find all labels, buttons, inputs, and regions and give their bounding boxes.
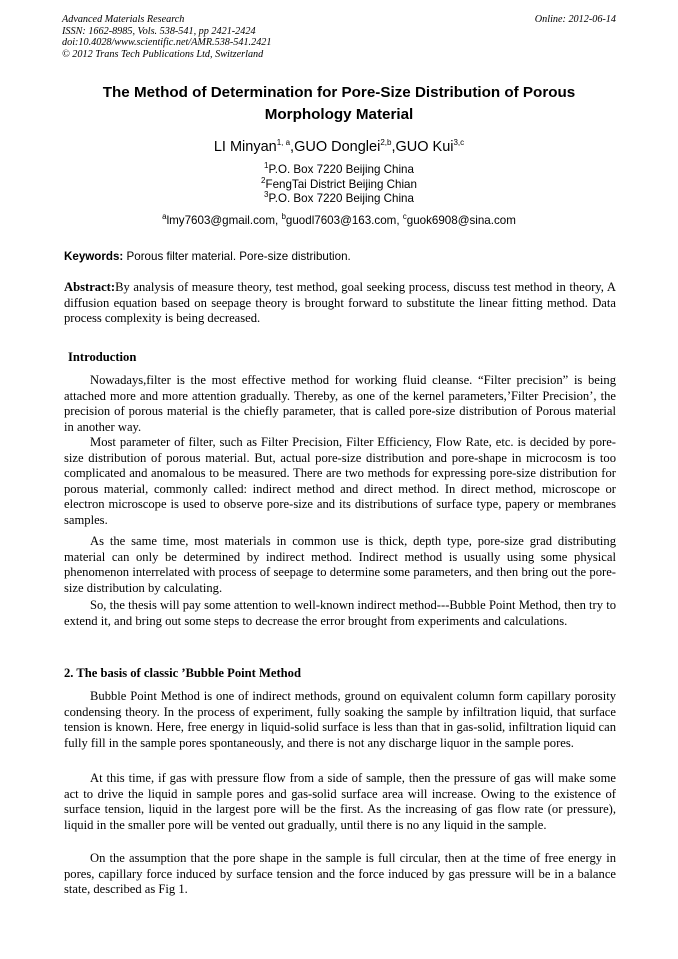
email-superscript: a: [162, 212, 167, 222]
paragraph: Most parameter of filter, such as Filter Precision, Filter Efficiency, Flow Rate, etc. is decided by pore-size distribution of porous material. But, actual pore-size distribution and pore-shape in microcosm is too complicated and anomalous to be measured. There are two methods for expressing pore-size distribution for porous material, commonly called: indirect method and direct method. In direct method, microscope or electron microscope is used to observe pore-size and its distributions of surface type, papery or membranes samples.: [64, 435, 616, 527]
author-name: GUO Donglei: [294, 139, 381, 155]
author-superscript: 1, a: [276, 138, 291, 148]
affiliation: [62, 192, 616, 207]
email-superscript: c: [402, 212, 407, 222]
online-date: Online: 2012-06-14: [534, 14, 616, 25]
email-list: $^a$lmy7603@gmail.com, $^b$guodl7603@163.com, $^c$guok6908@sina.com: [162, 212, 516, 227]
author-list: LI Minyan$^{1, a}$,GUO Donglei$^{2,b}$,GUO Kui$^{3,c}$: [213, 138, 465, 155]
paragraph: As the same time, most materials in common use is thick, depth type, pore-size grad distributing material can only be determined by indirect method. Indirect method is usually using some physical phenomenon interrelated with process of seepage to determine some parameters, and then bring out the pore-size distribution by calculating.: [64, 534, 616, 595]
affiliation-list: [62, 163, 616, 207]
affiliation-superscript: 3: [264, 190, 269, 200]
author-superscript: 2,b: [380, 138, 392, 148]
paragraph: At this time, if gas with pressure flow from a side of sample, then the pressure of gas will make some act to drive the liquid in sample pores and gas-solid surface area will increase. Owing to the existence of surface tension, liquid in the largest pore will be the first. As the increasing of gas flow rate (or pressure), liquid in the smaller pore will be vented out gradually, until there is no any liquid in the sample.: [64, 771, 616, 832]
affiliation-text: P.O. Box 7220 Beijing China: [268, 163, 414, 176]
paper-title: [62, 82, 616, 126]
author-name: LI Minyan: [213, 139, 277, 155]
journal-header: [62, 14, 616, 60]
email-address[interactable]: guodl7603@163.com: [285, 214, 397, 227]
affiliation: [62, 163, 616, 178]
title-line-2: Morphology Material: [264, 106, 414, 123]
email-address[interactable]: lmy7603@gmail.com: [166, 214, 275, 227]
section-heading-bubble-point: 2. The basis of classic ’Bubble Point Method: [64, 666, 301, 680]
affiliation: [62, 175, 616, 193]
keywords-label: Keywords:: [64, 250, 124, 263]
keywords: [64, 249, 616, 265]
copyright-line: © 2012 Trans Tech Publications Ltd, Switzerland: [62, 48, 264, 60]
email-superscript: b: [281, 212, 286, 222]
abstract-text: By analysis of measure theory, test method, goal seeking process, discuss test method in theory, A diffusion equation based on seepage theory is brought forward to substitute the linear fitting method. Data process complexity is being decreased.: [64, 280, 616, 326]
affiliation-text: FengTai District Beijing Chian: [265, 177, 417, 191]
paragraph: So, the thesis will pay some attention to well-known indirect method---Bubble Point Method, then try to extend it, and bring out some steps to decrease the error brought from experiments and calculations.: [64, 598, 616, 628]
doi-line[interactable]: doi:10.4028/www.scientific.net/AMR.538-541.2421: [62, 37, 272, 49]
author-superscript: 3,c: [453, 138, 465, 148]
section-heading-introduction: Introduction: [68, 350, 137, 364]
title-line-1: The Method of Determination for Pore-Size Distribution of Porous: [102, 84, 576, 101]
author-name: GUO Kui: [395, 139, 454, 155]
paragraph: On the assumption that the pore shape in the sample is full circular, then at the time of free energy in pores, capillary force induced by surface tension and the force induced by gas pressure will be in a balance state, described as Fig 1.: [64, 851, 616, 897]
paragraph: Bubble Point Method is one of indirect methods, ground on equivalent column form capillary porosity condensing theory. In the process of experiment, fully soaking the sample by infiltration liquid, that surface tension is known. Here, free energy in liquid-solid surface is less than that in gas-solid, infiltration liquid can fully fill in the sample pores spontaneously, and there is not any discharge liquor in the sample pores.: [64, 689, 616, 750]
journal-name: Advanced Materials Research: [62, 14, 185, 25]
abstract-label: Abstract:: [64, 280, 116, 294]
abstract: [64, 280, 616, 327]
affiliation-superscript: 1: [264, 161, 269, 171]
email-address[interactable]: guok6908@sina.com: [406, 214, 516, 227]
affiliation-text: P.O. Box 7220 Beijing China: [268, 192, 414, 205]
affiliation-superscript: 2: [261, 175, 266, 185]
keywords-text: Porous filter material. Pore-size distribution.: [126, 250, 351, 263]
issn-line: ISSN: 1662-8985, Vols. 538-541, pp 2421-2424: [62, 25, 256, 37]
paragraph: Nowadays,filter is the most effective method for working fluid cleanse. “Filter precision” is being attached more and more attention gradually. Thereby, as one of the kernel parameters,’Filter Precision’, the precision of porous material is the chiefly parameter, that is called pore-size distribution of Porous material in another way.: [64, 373, 616, 434]
